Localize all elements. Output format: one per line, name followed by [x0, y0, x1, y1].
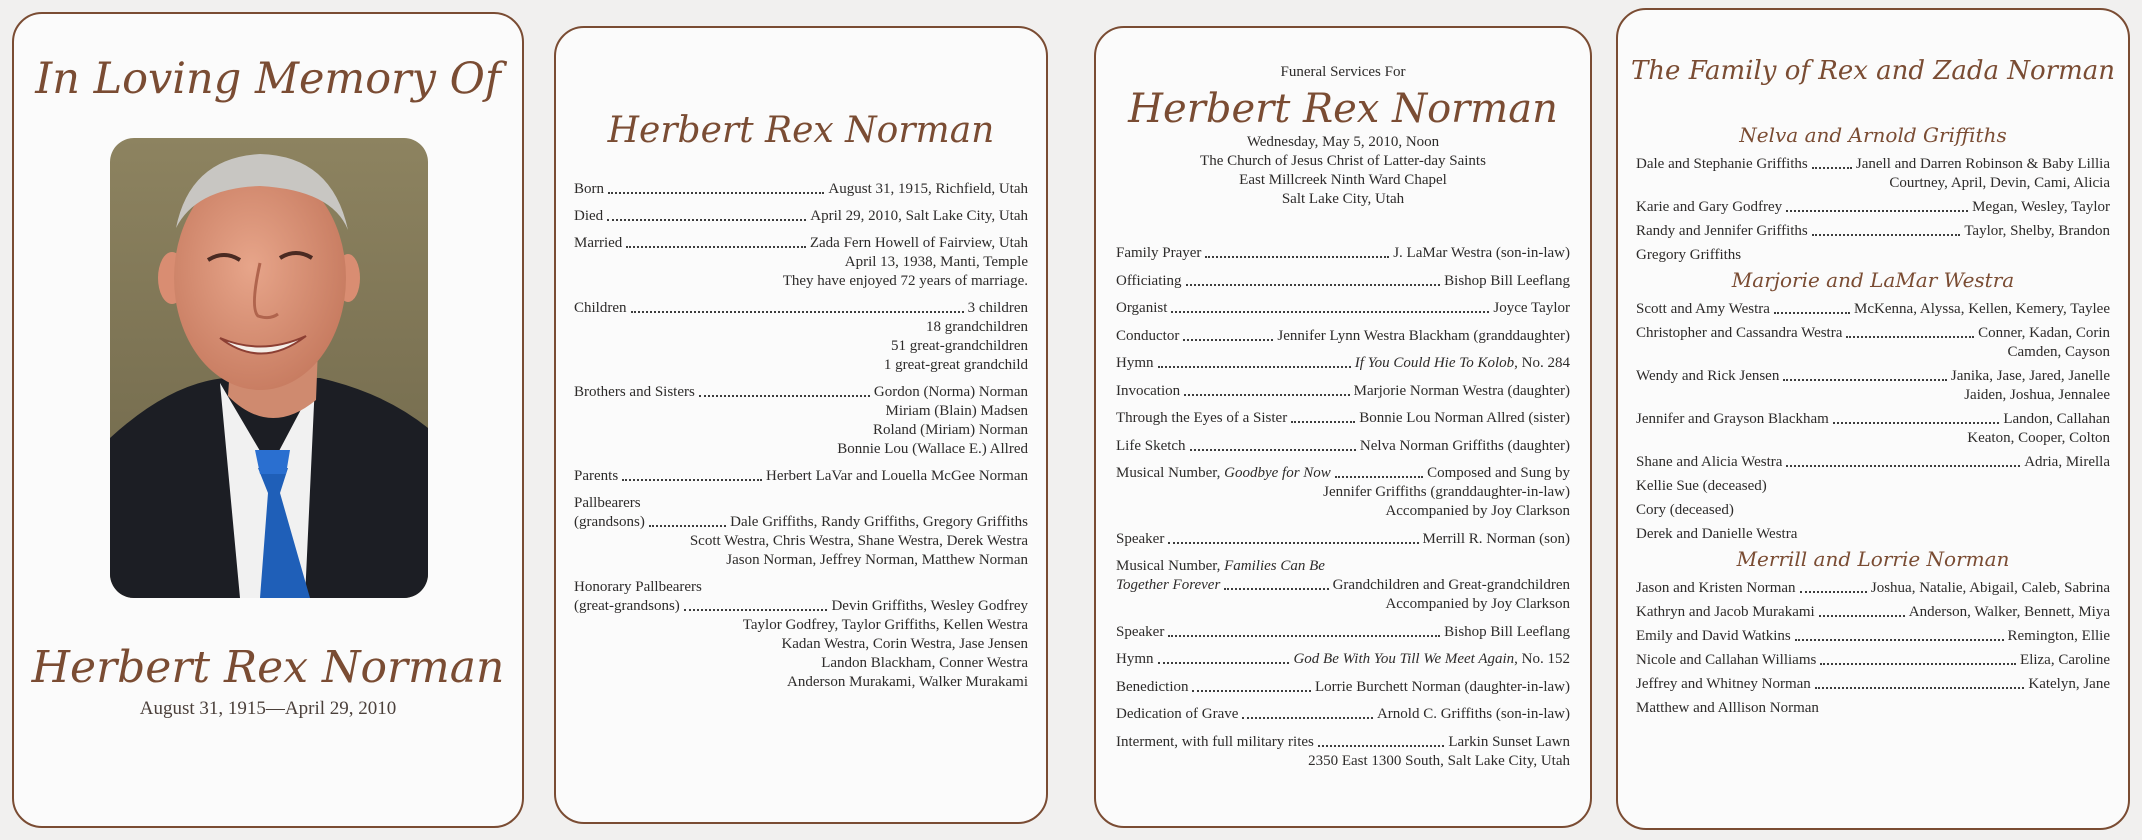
cover-panel — [12, 12, 524, 828]
program-life-sketch: Life Sketch Nelva Norman Griffiths (daughter) — [1116, 437, 1570, 454]
family-group-heading: Marjorie and LaMar Westra — [1731, 268, 2015, 292]
family-panel — [1616, 8, 2130, 830]
program-musical-number-1: Musical Number, Goodbye for Now Composed and Sung by Jennifer Griffiths (granddaughter-in-law) Accompanied by Joy Clarkson — [1116, 465, 1570, 519]
program-list — [1116, 244, 1570, 779]
services-header — [1096, 64, 1590, 209]
family-row: Nicole and Callahan Williams Eliza, Caroline — [1636, 652, 2110, 668]
family-row: Wendy and Rick Jensen Janika, Jase, Jared, Janelle Jaiden, Joshua, Jennalee — [1636, 368, 2110, 403]
family-group-heading: Nelva and Arnold Griffiths — [1739, 123, 2007, 147]
services-info-line: The Church of Jesus Christ of Latter-day Saints — [1200, 153, 1486, 169]
family-group-heading: Merrill and Lorrie Norman — [1736, 547, 2010, 571]
program-eyes-of-sister: Through the Eyes of a Sister Bonnie Lou Norman Allred (sister) — [1116, 410, 1570, 426]
family-row: Jason and Kristen Norman Joshua, Natalie, Abigail, Caleb, Sabrina — [1636, 580, 2110, 596]
family-row: Emily and David Watkins Remington, Ellie — [1636, 628, 2110, 644]
family-row: Gregory Griffiths — [1636, 247, 1742, 263]
services-info-line: East Millcreek Ninth Ward Chapel — [1239, 172, 1447, 188]
program-speaker-2: Speaker Bishop Bill Leeflang — [1116, 623, 1570, 640]
program-hymn-opening: Hymn If You Could Hie To Kolob, No. 284 — [1116, 355, 1570, 371]
children-entry: Children 3 children 18 grandchildren 51 great-grandchildren 1 great-great grandchild — [574, 300, 1028, 373]
cover-name: Herbert Rex Norman — [31, 642, 505, 693]
family-row: Kellie Sue (deceased) — [1636, 478, 1767, 494]
family-row: Cory (deceased) — [1636, 502, 1734, 518]
family-row: Scott and Amy Westra McKenna, Alyssa, Kellen, Kemery, Taylee — [1636, 301, 2110, 317]
program-organist: Organist Joyce Taylor — [1116, 300, 1570, 316]
family-row: Dale and Stephanie Griffiths Janell and Darren Robinson & Baby Lillia Courtney, April, Devin, Cami, Alicia — [1636, 156, 2110, 191]
program-interment: Interment, with full military rites Larkin Sunset Lawn 2350 East 1300 South, Salt Lake City, Utah — [1116, 733, 1570, 769]
family-row: Kathryn and Jacob Murakami Anderson, Walker, Bennett, Miya — [1636, 604, 2110, 620]
program-dedication: Dedication of Grave Arnold C. Griffiths (son-in-law) — [1116, 706, 1570, 722]
obituary-name: Herbert Rex Norman — [607, 110, 995, 151]
pallbearers-entry: Pallbearers (grandsons) Dale Griffiths, Randy Griffiths, Gregory Griffiths Scott Westra, Chris Westra, Shane Westra, Derek Westra Jason Norman, Jeffrey Norman, Matthew Norman — [574, 495, 1028, 568]
program-musical-number-2: Musical Number, Families Can Be Together Forever Grandchildren and Great-grandchildren Accompanied by Joy Clarkson — [1116, 558, 1570, 612]
family-row: Derek and Danielle Westra — [1636, 526, 1798, 542]
family-row: Randy and Jennifer Griffiths Taylor, Shelby, Brandon — [1636, 223, 2110, 239]
family-row: Karie and Gary Godfrey Megan, Wesley, Taylor — [1636, 199, 2110, 215]
family-row: Matthew and Alllison Norman — [1636, 700, 1819, 716]
program-officiating: Officiating Bishop Bill Leeflang — [1116, 272, 1570, 289]
died-entry: Died April 29, 2010, Salt Lake City, Utah — [574, 208, 1028, 224]
services-info-line: Wednesday, May 5, 2010, Noon — [1246, 134, 1440, 150]
born-entry: Born August 31, 1915, Richfield, Utah — [574, 181, 1028, 197]
siblings-entry: Brothers and Sisters Gordon (Norma) Norman Miriam (Blain) Madsen Roland (Miriam) Norman Bonnie Lou (Wallace E.) Allred — [574, 384, 1028, 457]
honorary-pallbearers-entry: Honorary Pallbearers (great-grandsons) Devin Griffiths, Wesley Godfrey Taylor Godfrey, Taylor Griffiths, Kellen Westra Kadan Westra, Corin Westra, Jase Jensen Landon Blackham, Conner Westra Anderson Murakami, Walker Murakami — [574, 579, 1028, 690]
program-conductor: Conductor Jennifer Lynn Westra Blackham (granddaughter) — [1116, 327, 1570, 344]
program-invocation: Invocation Marjorie Norman Westra (daughter) — [1116, 382, 1570, 399]
obituary-list — [574, 180, 1028, 700]
program-benediction: Benediction Lorrie Burchett Norman (daughter-in-law) — [1116, 678, 1570, 695]
services-heading: Funeral Services For — [1280, 64, 1406, 80]
program-speaker-1: Speaker Merrill R. Norman (son) — [1116, 530, 1570, 547]
program-family-prayer: Family Prayer J. LaMar Westra (son-in-law) — [1116, 245, 1570, 261]
family-row: Shane and Alicia Westra Adria, Mirella — [1636, 454, 2110, 470]
cover-title: In Loving Memory Of — [35, 54, 501, 104]
program-hymn-closing: Hymn God Be With You Till We Meet Again, No. 152 — [1116, 651, 1570, 667]
portrait-photo — [110, 138, 428, 598]
services-info-line: Salt Lake City, Utah — [1281, 191, 1405, 207]
family-row: Jeffrey and Whitney Norman Katelyn, Jane — [1636, 676, 2110, 692]
family-title: The Family of Rex and Zada Norman — [1630, 56, 2116, 86]
family-list — [1636, 120, 2110, 723]
services-name: Herbert Rex Norman — [1128, 86, 1558, 132]
services-panel — [1094, 26, 1592, 828]
cover-dates: August 31, 1915—April 29, 2010 — [139, 698, 397, 719]
obituary-panel — [554, 26, 1048, 824]
family-row: Christopher and Cassandra Westra Conner, Kadan, Corin Camden, Cayson — [1636, 325, 2110, 360]
family-row: Jennifer and Grayson Blackham Landon, Callahan Keaton, Cooper, Colton — [1636, 411, 2110, 446]
parents-entry: Parents Herbert LaVar and Louella McGee Norman — [574, 468, 1028, 484]
married-entry: Married Zada Fern Howell of Fairview, Utah April 13, 1938, Manti, Temple They have enjoyed 72 years of marriage. — [574, 235, 1028, 289]
